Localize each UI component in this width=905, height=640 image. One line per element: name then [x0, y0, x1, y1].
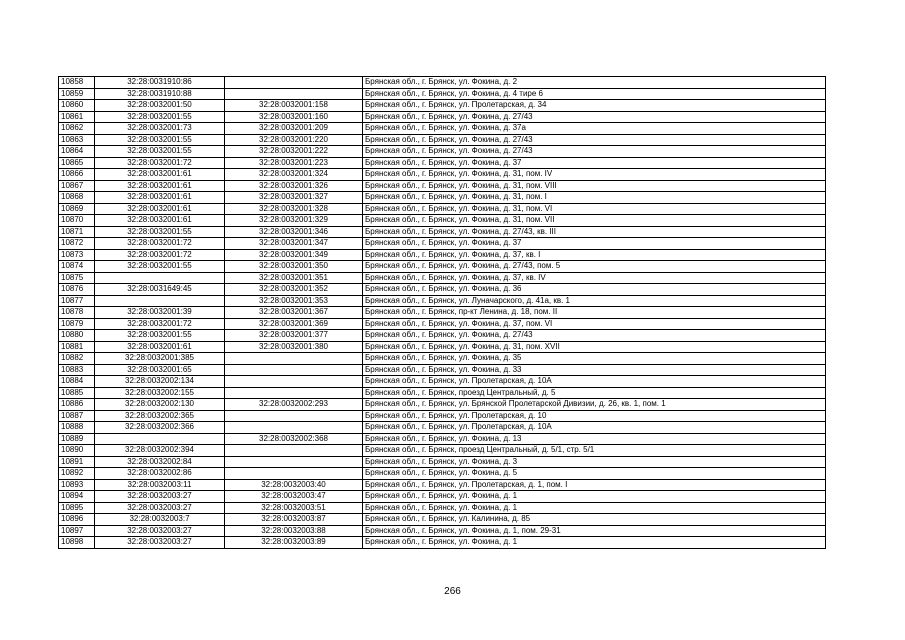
address-cell: Брянская обл., г. Брянск, ул. Фокина, д. 37, кв. I	[363, 249, 826, 261]
land-cadastral-number-cell: 32:28:0032003:27	[95, 525, 225, 537]
land-cadastral-number-cell: 32:28:0032002:366	[95, 422, 225, 434]
row-number-cell: 10883	[59, 364, 95, 376]
land-cadastral-number-cell: 32:28:0032001:55	[95, 111, 225, 123]
table-row	[59, 410, 826, 422]
row-number-cell: 10877	[59, 295, 95, 307]
address-cell: Брянская обл., г. Брянск, ул. Фокина, д. 37	[363, 238, 826, 250]
land-cadastral-number-cell: 32:28:0032001:55	[95, 330, 225, 342]
table-row	[59, 226, 826, 238]
table-row	[59, 238, 826, 250]
row-number-cell: 10867	[59, 180, 95, 192]
land-cadastral-number-cell: 32:28:0032001:61	[95, 180, 225, 192]
row-number-cell: 10885	[59, 387, 95, 399]
row-number-cell: 10882	[59, 353, 95, 365]
row-number-cell: 10876	[59, 284, 95, 296]
address-cell: Брянская обл., г. Брянск, ул. Фокина, д. 35	[363, 353, 826, 365]
row-number-cell: 10878	[59, 307, 95, 319]
row-number-cell: 10860	[59, 100, 95, 112]
object-cadastral-number-cell: 32:28:0032001:346	[225, 226, 363, 238]
table-row	[59, 284, 826, 296]
object-cadastral-number-cell	[225, 77, 363, 89]
object-cadastral-number-cell	[225, 376, 363, 388]
row-number-cell: 10869	[59, 203, 95, 215]
row-number-cell: 10880	[59, 330, 95, 342]
table-row	[59, 502, 826, 514]
object-cadastral-number-cell: 32:28:0032001:327	[225, 192, 363, 204]
row-number-cell: 10868	[59, 192, 95, 204]
address-cell: Брянская обл., г. Брянск, ул. Фокина, д. 27/43	[363, 111, 826, 123]
object-cadastral-number-cell: 32:28:0032002:293	[225, 399, 363, 411]
address-cell: Брянская обл., г. Брянск, ул. Пролетарская, д. 34	[363, 100, 826, 112]
address-cell: Брянская обл., г. Брянск, ул. Калинина, д. 85	[363, 514, 826, 526]
address-cell: Брянская обл., г. Брянск, ул. Фокина, д. 27/43, пом. 5	[363, 261, 826, 273]
object-cadastral-number-cell	[225, 468, 363, 480]
address-cell: Брянская обл., г. Брянск, ул. Фокина, д. 27/43	[363, 146, 826, 158]
row-number-cell: 10859	[59, 88, 95, 100]
row-number-cell: 10886	[59, 399, 95, 411]
page-number: 266	[444, 586, 461, 597]
table-row	[59, 123, 826, 135]
land-cadastral-number-cell: 32:28:0032002:86	[95, 468, 225, 480]
object-cadastral-number-cell	[225, 445, 363, 457]
row-number-cell: 10858	[59, 77, 95, 89]
row-number-cell: 10875	[59, 272, 95, 284]
table-row	[59, 146, 826, 158]
row-number-cell: 10887	[59, 410, 95, 422]
land-cadastral-number-cell: 32:28:0032002:130	[95, 399, 225, 411]
address-cell: Брянская обл., г. Брянск, ул. Фокина, д. 37а	[363, 123, 826, 135]
table-row	[59, 468, 826, 480]
table-row	[59, 537, 826, 549]
object-cadastral-number-cell: 32:28:0032003:47	[225, 491, 363, 503]
land-cadastral-number-cell: 32:28:0032001:55	[95, 261, 225, 273]
land-cadastral-number-cell: 32:28:0032001:72	[95, 249, 225, 261]
address-cell: Брянская обл., г. Брянск, ул. Брянской Пролетарской Дивизии, д. 26, кв. 1, пом. 1	[363, 399, 826, 411]
row-number-cell: 10863	[59, 134, 95, 146]
table-row	[59, 215, 826, 227]
address-cell: Брянская обл., г. Брянск, ул. Фокина, д. 31, пом. IV	[363, 169, 826, 181]
land-cadastral-number-cell	[95, 433, 225, 445]
table-row	[59, 203, 826, 215]
row-number-cell: 10896	[59, 514, 95, 526]
address-cell: Брянская обл., г. Брянск, ул. Фокина, д. 13	[363, 433, 826, 445]
object-cadastral-number-cell	[225, 364, 363, 376]
address-cell: Брянская обл., г. Брянск, ул. Фокина, д. 1	[363, 491, 826, 503]
object-cadastral-number-cell: 32:28:0032001:380	[225, 341, 363, 353]
object-cadastral-number-cell	[225, 387, 363, 399]
address-cell: Брянская обл., г. Брянск, ул. Фокина, д. 31, пом. XVII	[363, 341, 826, 353]
table-row	[59, 111, 826, 123]
address-cell: Брянская обл., г. Брянск, ул. Фокина, д. 37	[363, 157, 826, 169]
table-row	[59, 341, 826, 353]
object-cadastral-number-cell: 32:28:0032003:40	[225, 479, 363, 491]
object-cadastral-number-cell	[225, 456, 363, 468]
land-cadastral-number-cell: 32:28:0032001:73	[95, 123, 225, 135]
table-row	[59, 353, 826, 365]
address-cell: Брянская обл., г. Брянск, ул. Фокина, д. 1	[363, 537, 826, 549]
table-row	[59, 100, 826, 112]
row-number-cell: 10881	[59, 341, 95, 353]
object-cadastral-number-cell: 32:28:0032001:367	[225, 307, 363, 319]
object-cadastral-number-cell: 32:28:0032001:209	[225, 123, 363, 135]
land-cadastral-number-cell: 32:28:0032001:65	[95, 364, 225, 376]
table-row	[59, 445, 826, 457]
table-row	[59, 307, 826, 319]
object-cadastral-number-cell: 32:28:0032003:51	[225, 502, 363, 514]
land-cadastral-number-cell	[95, 295, 225, 307]
table-row	[59, 525, 826, 537]
address-cell: Брянская обл., г. Брянск, ул. Луначарского, д. 41а, кв. 1	[363, 295, 826, 307]
object-cadastral-number-cell: 32:28:0032003:88	[225, 525, 363, 537]
land-cadastral-number-cell	[95, 272, 225, 284]
table-row	[59, 249, 826, 261]
table-row	[59, 318, 826, 330]
object-cadastral-number-cell: 32:28:0032001:160	[225, 111, 363, 123]
land-cadastral-number-cell: 32:28:0032001:61	[95, 169, 225, 181]
land-cadastral-number-cell: 32:28:0032002:84	[95, 456, 225, 468]
registry-table	[58, 76, 826, 549]
table-row	[59, 134, 826, 146]
table-row	[59, 88, 826, 100]
row-number-cell: 10893	[59, 479, 95, 491]
address-cell: Брянская обл., г. Брянск, ул. Фокина, д. 5	[363, 468, 826, 480]
land-cadastral-number-cell: 32:28:0032001:55	[95, 134, 225, 146]
table-row	[59, 376, 826, 388]
address-cell: Брянская обл., г. Брянск, ул. Пролетарская, д. 1, пом. I	[363, 479, 826, 491]
object-cadastral-number-cell: 32:28:0032001:158	[225, 100, 363, 112]
row-number-cell: 10873	[59, 249, 95, 261]
object-cadastral-number-cell: 32:28:0032001:326	[225, 180, 363, 192]
object-cadastral-number-cell: 32:28:0032001:351	[225, 272, 363, 284]
land-cadastral-number-cell: 32:28:0032003:27	[95, 537, 225, 549]
land-cadastral-number-cell: 32:28:0032003:7	[95, 514, 225, 526]
row-number-cell: 10866	[59, 169, 95, 181]
land-cadastral-number-cell: 32:28:0032003:27	[95, 491, 225, 503]
table-row	[59, 456, 826, 468]
object-cadastral-number-cell: 32:28:0032001:324	[225, 169, 363, 181]
land-cadastral-number-cell: 32:28:0032001:72	[95, 318, 225, 330]
row-number-cell: 10871	[59, 226, 95, 238]
table-row	[59, 180, 826, 192]
land-cadastral-number-cell: 32:28:0031910:86	[95, 77, 225, 89]
land-cadastral-number-cell: 32:28:0032001:61	[95, 341, 225, 353]
land-cadastral-number-cell: 32:28:0032001:55	[95, 226, 225, 238]
object-cadastral-number-cell: 32:28:0032001:377	[225, 330, 363, 342]
row-number-cell: 10884	[59, 376, 95, 388]
land-cadastral-number-cell: 32:28:0032001:61	[95, 215, 225, 227]
address-cell: Брянская обл., г. Брянск, ул. Фокина, д. 33	[363, 364, 826, 376]
address-cell: Брянская обл., г. Брянск, пр-кт Ленина, д. 18, пом. II	[363, 307, 826, 319]
row-number-cell: 10897	[59, 525, 95, 537]
row-number-cell: 10890	[59, 445, 95, 457]
address-cell: Брянская обл., г. Брянск, ул. Фокина, д. 31, пом. VIII	[363, 180, 826, 192]
table-row	[59, 157, 826, 169]
table-row	[59, 514, 826, 526]
address-cell: Брянская обл., г. Брянск, ул. Фокина, д. 2	[363, 77, 826, 89]
row-number-cell: 10888	[59, 422, 95, 434]
row-number-cell: 10870	[59, 215, 95, 227]
row-number-cell: 10894	[59, 491, 95, 503]
address-cell: Брянская обл., г. Брянск, проезд Центральный, д. 5/1, стр. 5/1	[363, 445, 826, 457]
table-row	[59, 261, 826, 273]
object-cadastral-number-cell: 32:28:0032003:89	[225, 537, 363, 549]
address-cell: Брянская обл., г. Брянск, ул. Фокина, д. 4 тире 6	[363, 88, 826, 100]
object-cadastral-number-cell: 32:28:0032003:87	[225, 514, 363, 526]
address-cell: Брянская обл., г. Брянск, ул. Фокина, д. 1, пом. 29-31	[363, 525, 826, 537]
table-row	[59, 169, 826, 181]
object-cadastral-number-cell: 32:28:0032001:329	[225, 215, 363, 227]
object-cadastral-number-cell	[225, 353, 363, 365]
table-row	[59, 479, 826, 491]
land-cadastral-number-cell: 32:28:0032001:55	[95, 146, 225, 158]
land-cadastral-number-cell: 32:28:0032001:39	[95, 307, 225, 319]
table-row	[59, 295, 826, 307]
object-cadastral-number-cell	[225, 88, 363, 100]
object-cadastral-number-cell: 32:28:0032001:352	[225, 284, 363, 296]
address-cell: Брянская обл., г. Брянск, ул. Фокина, д. 37, пом. VI	[363, 318, 826, 330]
land-cadastral-number-cell: 32:28:0032002:365	[95, 410, 225, 422]
land-cadastral-number-cell: 32:28:0032001:72	[95, 238, 225, 250]
object-cadastral-number-cell	[225, 422, 363, 434]
address-cell: Брянская обл., г. Брянск, ул. Фокина, д. 1	[363, 502, 826, 514]
table-row	[59, 272, 826, 284]
row-number-cell: 10874	[59, 261, 95, 273]
row-number-cell: 10898	[59, 537, 95, 549]
address-cell: Брянская обл., г. Брянск, ул. Фокина, д. 31, пом. VI	[363, 203, 826, 215]
address-cell: Брянская обл., г. Брянск, ул. Пролетарская, д. 10А	[363, 422, 826, 434]
row-number-cell: 10879	[59, 318, 95, 330]
object-cadastral-number-cell: 32:28:0032001:350	[225, 261, 363, 273]
object-cadastral-number-cell: 32:28:0032001:222	[225, 146, 363, 158]
registry-table-body	[59, 77, 826, 549]
land-cadastral-number-cell: 32:28:0032001:61	[95, 192, 225, 204]
land-cadastral-number-cell: 32:28:0032002:394	[95, 445, 225, 457]
table-row	[59, 192, 826, 204]
land-cadastral-number-cell: 32:28:0031649:45	[95, 284, 225, 296]
address-cell: Брянская обл., г. Брянск, ул. Фокина, д. 27/43	[363, 134, 826, 146]
address-cell: Брянская обл., г. Брянск, ул. Пролетарская, д. 10	[363, 410, 826, 422]
object-cadastral-number-cell: 32:28:0032001:369	[225, 318, 363, 330]
address-cell: Брянская обл., г. Брянск, ул. Фокина, д. 31, пом. VII	[363, 215, 826, 227]
land-cadastral-number-cell: 32:28:0032002:134	[95, 376, 225, 388]
land-cadastral-number-cell: 32:28:0032002:155	[95, 387, 225, 399]
object-cadastral-number-cell: 32:28:0032001:220	[225, 134, 363, 146]
row-number-cell: 10892	[59, 468, 95, 480]
table-row	[59, 364, 826, 376]
row-number-cell: 10891	[59, 456, 95, 468]
object-cadastral-number-cell: 32:28:0032001:347	[225, 238, 363, 250]
address-cell: Брянская обл., г. Брянск, проезд Центральный, д. 5	[363, 387, 826, 399]
object-cadastral-number-cell: 32:28:0032001:349	[225, 249, 363, 261]
object-cadastral-number-cell: 32:28:0032001:223	[225, 157, 363, 169]
row-number-cell: 10864	[59, 146, 95, 158]
row-number-cell: 10865	[59, 157, 95, 169]
address-cell: Брянская обл., г. Брянск, ул. Фокина, д. 3	[363, 456, 826, 468]
object-cadastral-number-cell: 32:28:0032001:353	[225, 295, 363, 307]
object-cadastral-number-cell	[225, 410, 363, 422]
address-cell: Брянская обл., г. Брянск, ул. Фокина, д. 37, кв. IV	[363, 272, 826, 284]
land-cadastral-number-cell: 32:28:0032003:11	[95, 479, 225, 491]
table-row	[59, 491, 826, 503]
table-row	[59, 399, 826, 411]
land-cadastral-number-cell: 32:28:0032001:61	[95, 203, 225, 215]
row-number-cell: 10889	[59, 433, 95, 445]
land-cadastral-number-cell: 32:28:0032001:50	[95, 100, 225, 112]
table-row	[59, 422, 826, 434]
row-number-cell: 10862	[59, 123, 95, 135]
table-row	[59, 77, 826, 89]
address-cell: Брянская обл., г. Брянск, ул. Фокина, д. 27/43, кв. III	[363, 226, 826, 238]
object-cadastral-number-cell: 32:28:0032002:368	[225, 433, 363, 445]
land-cadastral-number-cell: 32:28:0032003:27	[95, 502, 225, 514]
row-number-cell: 10861	[59, 111, 95, 123]
table-row	[59, 330, 826, 342]
address-cell: Брянская обл., г. Брянск, ул. Фокина, д. 31, пом. I	[363, 192, 826, 204]
object-cadastral-number-cell: 32:28:0032001:328	[225, 203, 363, 215]
land-cadastral-number-cell: 32:28:0032001:385	[95, 353, 225, 365]
address-cell: Брянская обл., г. Брянск, ул. Фокина, д. 27/43	[363, 330, 826, 342]
land-cadastral-number-cell: 32:28:0032001:72	[95, 157, 225, 169]
row-number-cell: 10895	[59, 502, 95, 514]
row-number-cell: 10872	[59, 238, 95, 250]
address-cell: Брянская обл., г. Брянск, ул. Фокина, д. 36	[363, 284, 826, 296]
land-cadastral-number-cell: 32:28:0031910:88	[95, 88, 225, 100]
address-cell: Брянская обл., г. Брянск, ул. Пролетарская, д. 10А	[363, 376, 826, 388]
table-row	[59, 433, 826, 445]
table-row	[59, 387, 826, 399]
